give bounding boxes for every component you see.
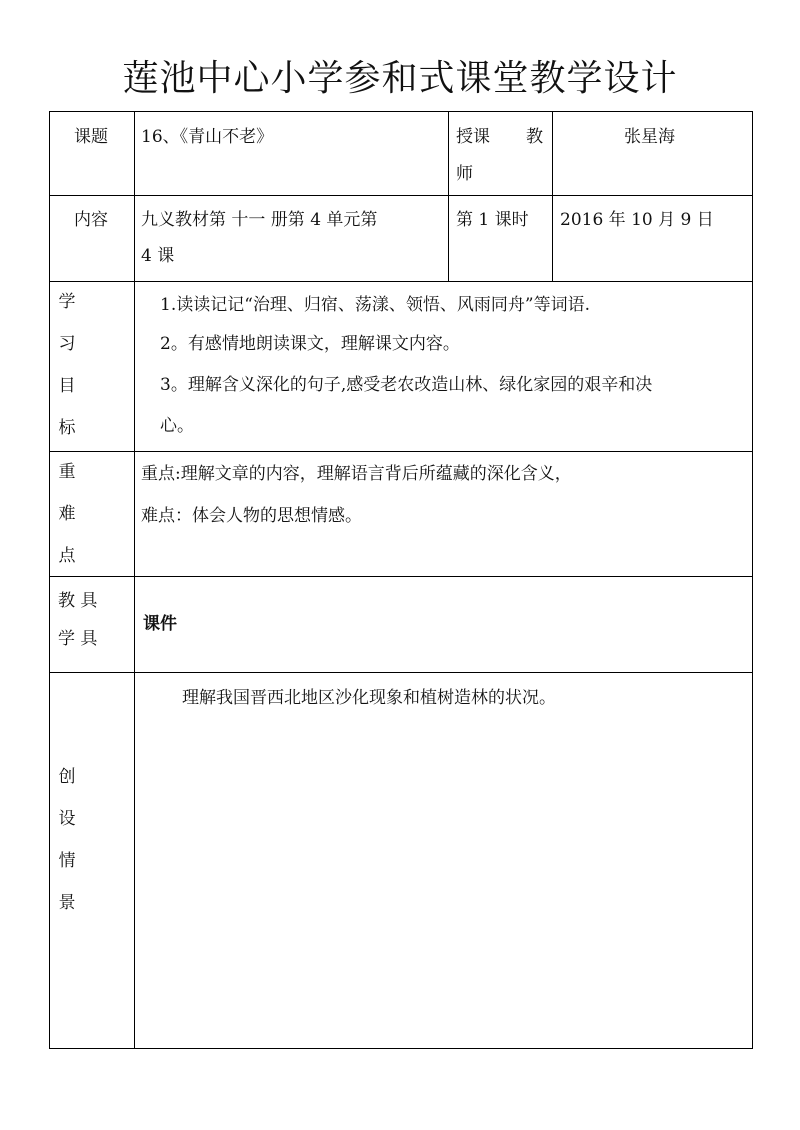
label-char: 标 [58, 418, 76, 438]
content-line-2: 4 课 [141, 246, 175, 266]
label-key-difficult [55, 460, 79, 586]
label-char: 难 [58, 504, 76, 524]
label-content: 内容 [74, 210, 108, 230]
column-divider [552, 111, 553, 281]
label-char: 目 [58, 376, 76, 396]
label-char: 点 [58, 546, 76, 566]
label-learning-goals [55, 290, 79, 458]
difficulty-text: 难点：体会人物的思想情感。 [141, 506, 362, 526]
label-teacher-a: 授课 [456, 127, 490, 147]
label-learning-tools: 学 具 [58, 629, 98, 649]
lesson-title-value: 16、《青山不老》 [141, 127, 274, 147]
label-teacher-c: 师 [456, 164, 473, 184]
scenario-text: 理解我国晋西北地区沙化现象和植树造林的状况。 [182, 688, 556, 708]
content-line-1: 九义教材第 十一 册第 4 单元第 [141, 210, 378, 230]
goal-item-2: 2。有感情地朗读课文，理解课文内容。 [160, 334, 460, 354]
label-scenario [55, 765, 79, 933]
label-char: 重 [58, 462, 76, 482]
label-char: 情 [58, 851, 76, 871]
tools-value: 课件 [143, 614, 177, 634]
label-char: 习 [58, 334, 76, 354]
key-point-text: 重点:理解文章的内容，理解语言背后所蕴藏的深化含义， [141, 464, 572, 484]
goal-item-1: 1.读读记记“治理、归宿、荡漾、领悟、风雨同舟”等词语. [160, 295, 591, 315]
row-divider [49, 281, 753, 282]
label-char: 创 [58, 767, 76, 787]
teacher-name-value: 张星海 [624, 127, 675, 147]
column-divider [134, 111, 135, 1049]
period-value: 第 1 课时 [456, 210, 529, 230]
label-char: 景 [58, 893, 76, 913]
label-teaching-tools: 教 具 [58, 591, 98, 611]
page-title: 莲池中心小学参和式课堂教学设计 [122, 58, 678, 99]
date-value: 2016 年 10 月 9 日 [560, 210, 714, 230]
row-divider [49, 672, 753, 673]
goal-item-3-cont: 心。 [160, 416, 194, 436]
label-char: 设 [58, 809, 76, 829]
label-lesson-title: 课题 [74, 127, 108, 147]
row-divider [49, 195, 753, 196]
label-char: 学 [58, 292, 76, 312]
goal-item-3: 3。理解含义深化的句子,感受老农改造山林、绿化家园的艰辛和决 [160, 375, 653, 395]
row-divider [49, 576, 753, 577]
column-divider [448, 111, 449, 281]
label-teacher-b: 教 [526, 127, 543, 147]
row-divider [49, 451, 753, 452]
